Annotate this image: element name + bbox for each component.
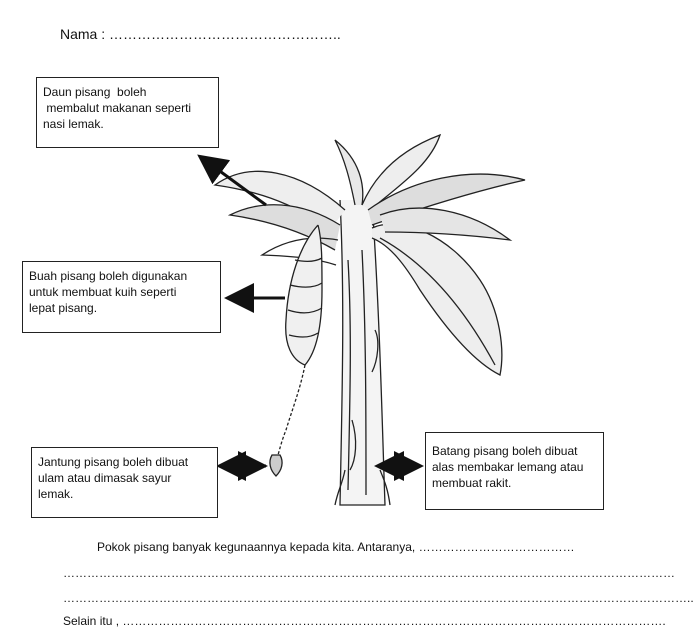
- label-buah-line1: Buah pisang boleh digunakan: [29, 269, 188, 283]
- label-jantung-line3: lemak.: [38, 487, 74, 501]
- label-box-batang: [425, 432, 604, 510]
- label-batang-line3: membuat rakit.: [432, 476, 512, 490]
- label-buah-line3: lepat pisang.: [29, 301, 98, 315]
- label-batang-line1: Batang pisang boleh dibuat: [432, 444, 578, 458]
- label-box-jantung: [31, 447, 218, 518]
- name-field-label: Nama : …………………………………………..: [60, 26, 341, 42]
- writing-line-2[interactable]: ………………………………………………………………………………………………………………………………………: [63, 566, 675, 580]
- label-daun-line1: Daun pisang boleh: [43, 85, 147, 99]
- writing-line-4[interactable]: Selain itu , ……………………………………………………………………………………………………………………….: [63, 614, 666, 628]
- label-daun-line2: membalut makanan seperti: [43, 101, 192, 115]
- label-jantung-line2: ulam atau dimasak sayur: [38, 471, 172, 485]
- label-box-daun: [36, 77, 219, 148]
- writing-line-3[interactable]: …………………………………………………………………………………………………………………………………………..: [63, 591, 694, 605]
- label-buah-line2: untuk membuat kuih seperti: [29, 285, 177, 299]
- label-daun-line3: nasi lemak.: [43, 117, 104, 131]
- label-batang-line2: alas membakar lemang atau: [432, 460, 584, 474]
- label-box-buah: [22, 261, 221, 333]
- label-jantung-line1: Jantung pisang boleh dibuat: [38, 455, 189, 469]
- writing-line-1[interactable]: Pokok pisang banyak kegunaannya kepada kita. Antaranya, …………………………………: [97, 540, 575, 554]
